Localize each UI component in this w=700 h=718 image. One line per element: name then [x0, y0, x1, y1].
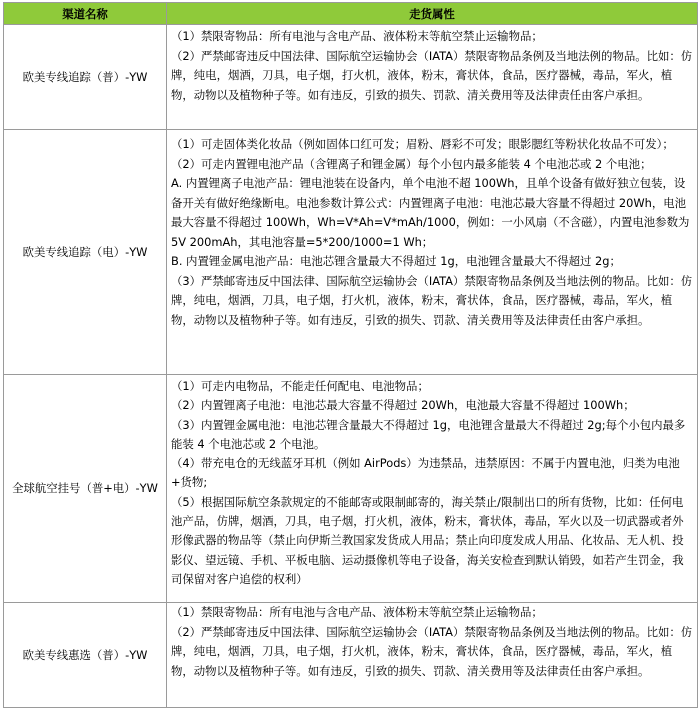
attribute-line: （2）严禁邮寄违反中国法律、国际航空运输协会（IATA）禁限寄物品条例及当地法例的物品。比如：仿牌，纯电，烟酒，刀具，电子烟，打火机，液体，粉末，膏状体，食品，医疗器械，毒品，军火，植物，动物以及植物种子等。如有违反，引致的损失、罚款、清关费用等及法律责任由客户承担。 — [171, 48, 693, 102]
attribute-line: （1）可走内电物品，不能走任何配电、电池物品； — [171, 379, 429, 393]
attribute-line: （2）可走内置锂电池产品（含锂离子和锂金属）每个小包内最多能装 4 个电池芯或 2 个电池； — [171, 156, 652, 171]
table-header-row — [4, 3, 698, 25]
attribute-line: A. 内置锂离子电池产品：锂电池装在设备内，单个电池不超 100Wh，且单个设备有做好独立包装，设备开关有做好绝缘断电。电池参数计算公式：内置锂离子电池：电池芯最大容量不得超过 20Wh，电池最大容量不得超过 100Wh，Wh=V*Ah=V*mAh/1000，例如：一小风扇（不含磁），内置电池参数为 5V 200mAh，其电池容量=5*200/1000=1 Wh； — [171, 176, 690, 249]
attribute-line: （3）严禁邮寄违反中国法律、国际航空运输协会（IATA）禁限寄物品条例及当地法例的物品。比如：仿牌，纯电，烟酒，刀具，电子烟，打火机，液体，粉末，膏状体，食品，医疗器械，毒品，军火，植物，动物以及植物种子等。如有违反，引致的损失、罚款、清关费用等及法律责任由客户承担。 — [171, 273, 693, 327]
channel-name-cell: 欧美专线追踪（电）-YW — [4, 130, 167, 375]
attributes-cell — [167, 25, 698, 130]
header-shipping-attributes: 走货属性 — [167, 3, 698, 25]
channel-name-cell: 欧美专线惠选（普）-YW — [4, 603, 167, 708]
attributes-cell — [167, 130, 698, 375]
attribute-line: （3）内置锂金属电池：电池芯锂含量最大不得超过 1g，电池锂含量最大不得超过 2g;每个小包内最多能装 4 个电池芯或 2 个电池。 — [171, 417, 686, 451]
table-row — [4, 130, 698, 375]
channel-name-cell: 欧美专线追踪（普）-YW — [4, 25, 167, 130]
table-row — [4, 375, 698, 603]
table-row — [4, 25, 698, 130]
attribute-line: （2）严禁邮寄违反中国法律、国际航空运输协会（IATA）禁限寄物品条例及当地法例的物品。比如：仿牌，纯电，烟酒，刀具，电子烟，打火机，液体，粉末，膏状体，食品，医疗器械，毒品，军火，植物，动物以及植物种子等。如有违反，引致的损失、罚款、清关费用等及法律责任由客户承担。 — [171, 624, 693, 678]
attributes-cell — [167, 603, 698, 708]
table-row — [4, 603, 698, 708]
attributes-cell — [167, 375, 698, 603]
attribute-line: B. 内置锂金属电池产品：电池芯锂含量最大不得超过 1g，电池锂含量最大不得超过 2g； — [171, 254, 621, 268]
attribute-line: （1）可走固体类化妆品（例如固体口红可发；眉粉、唇彩不可发；眼影腮红等粉状化妆品不可发）； — [171, 137, 674, 151]
channel-name-cell: 全球航空挂号（普+电）-YW — [4, 375, 167, 603]
attribute-line: （2）内置锂离子电池：电池芯最大容量不得超过 20Wh，电池最大容量不得超过 100Wh； — [171, 398, 635, 413]
header-channel-name: 渠道名称 — [4, 3, 167, 25]
attribute-line: （4）带充电仓的无线蓝牙耳机（例如 AirPods）为违禁品，违禁原因：不属于内置电池，归类为电池+货物; — [171, 456, 680, 490]
attribute-line: （1）禁限寄物品：所有电池与含电产品、液体粉末等航空禁止运输物品； — [171, 605, 543, 619]
channel-attributes-table — [3, 2, 698, 708]
attribute-line: （5）根据国际航空条款规定的不能邮寄或限制邮寄的，海关禁止/限制出口的所有货物，比如：任何电池产品，仿牌，烟酒，刀具，电子烟，打火机，液体，粉末，膏状体，毒品，军火以及一切武器或者外形像武器的物品等（禁止向伊斯兰教国家发货成人用品；禁止向印度发成人用品、化妆品、无人机、投影仪、望远镜、手机、平板电脑、运动摄像机等电子设备，海关安检查到默认销毁，如若产生罚金，我司保留对客户追偿的权利） — [171, 494, 684, 586]
attribute-line: （1）禁限寄物品：所有电池与含电产品、液体粉末等航空禁止运输物品； — [171, 29, 543, 43]
